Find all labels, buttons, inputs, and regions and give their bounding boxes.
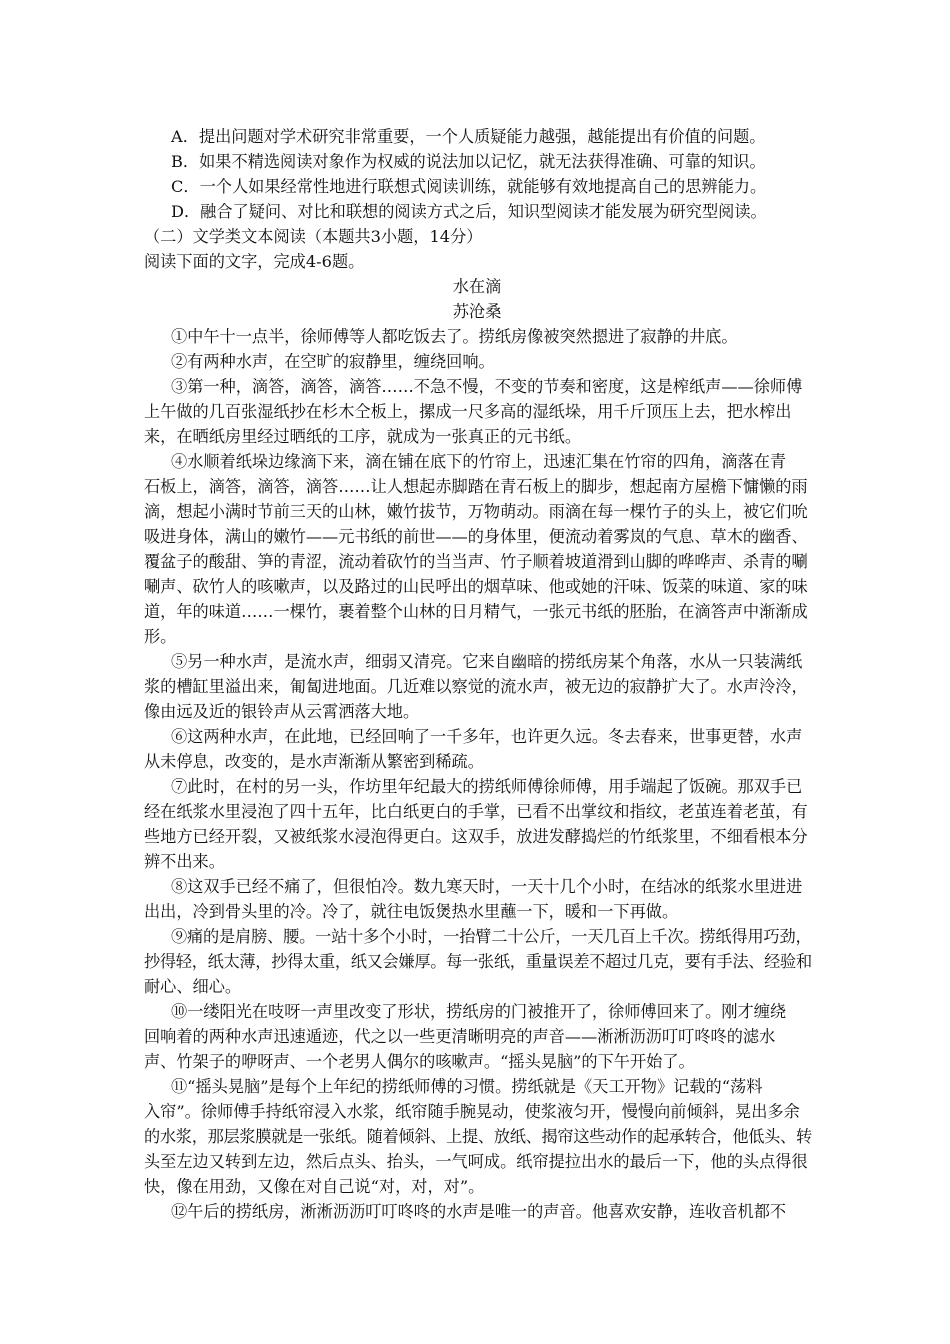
paragraph-line: ①中午十一点半，徐师傅等人都吃饭去了。捞纸房像被突然摁进了寂静的井底。 <box>171 327 738 346</box>
paragraph-line: 经在纸浆水里浸泡了四十五年，比白纸更白的手掌，已看不出掌纹和指纹，老茧连着老茧，有 <box>144 802 808 821</box>
instruction: 阅读下面的文字，完成4-6题。 <box>144 252 365 271</box>
section-heading: （二）文学类文本阅读（本题共3小题，14分） <box>144 227 483 246</box>
paragraph-line: ⑧这双手已经不痛了，但很怕冷。数九寒天时，一天十几个小时，在结冰的纸浆水里进进 <box>171 877 803 896</box>
option-c: C．一个人如果经常性地进行联想式阅读训练，就能够有效地提高自己的思辨能力。 <box>171 177 767 196</box>
paragraph-line: 些地方已经开裂，又被纸浆水浸泡得更白。这双手，放进发酵捣烂的竹纸浆里，不细看根本分 <box>144 827 808 846</box>
paragraph-line: 头至左边又转到左边，然后点头、抬头，一气呵成。纸帘提拉出水的最后一下，他的头点得很 <box>144 1152 808 1171</box>
paragraph-line: 滴，想起小满时节前三天的山林，嫩竹拔节，万物萌动。雨滴在每一棵竹子的头上，被它们吮 <box>144 502 808 521</box>
option-b: B．如果不精选阅读对象作为权威的说法加以记忆，就无法获得准确、可靠的知识。 <box>171 152 766 171</box>
paragraph-line: ④水顺着纸垛边缘滴下来，滴在铺在底下的竹帘上，迅速汇集在竹帘的四角，滴落在青 <box>171 452 787 471</box>
article-title: 水在滴 <box>452 277 502 296</box>
paragraph-line: 辨不出来。 <box>144 852 225 871</box>
paragraph-line: 上午做的几百张湿纸抄在杉木仝板上，摞成一尺多高的湿纸垛，用千斤顶压上去，把水榨出 <box>144 402 792 421</box>
paragraph-line: 从未停息，改变的，是水声渐渐从繁密到稀疏。 <box>144 752 484 771</box>
paragraph-line: 快，像在用劲，又像在对自己说“对，对，对”。 <box>144 1177 485 1196</box>
paragraph-line: 耐心、细心。 <box>144 977 242 996</box>
paragraph-line: ⑩一缕阳光在吱呀一声里改变了形状，捞纸房的门被推开了，徐师傅回来了。刚才缠绕 <box>171 1002 787 1021</box>
paragraph-line: 石板上，滴答，滴答，滴答……让人想起赤脚踏在青石板上的脚步，想起南方屋檐下慵懒的雨 <box>144 477 808 496</box>
paragraph-line: 入帘”。徐师傅手持纸帘浸入水浆，纸帘随手腕晃动，使浆液匀开，慢慢向前倾斜，晃出多余 <box>144 1102 800 1121</box>
paragraph-line: ⑫午后的捞纸房，淅淅沥沥叮叮咚咚的水声是唯一的声音。他喜欢安静，连收音机都不 <box>171 1202 787 1221</box>
paragraph-line: 出出，冷到骨头里的冷。冷了，就往电饭煲热水里蘸一下，暖和一下再做。 <box>144 902 679 921</box>
paragraph-line: 抄得轻，纸太薄，抄得太重，纸又会嫌厚。每一张纸，重量误差不超过几克，要有手法、经验和 <box>144 952 812 971</box>
paragraph-line: ⑪“摇头晃脑”是每个上年纪的捞纸师傅的习惯。捞纸就是《天工开物》记载的“荡料 <box>171 1077 763 1096</box>
article-author: 苏沧桑 <box>452 302 502 321</box>
option-d: D．融合了疑问、对比和联想的阅读方式之后，知识型阅读才能发展为研究型阅读。 <box>171 202 767 221</box>
paragraph-line: ⑨痛的是肩膀、腰。一站十多个小时，一抬臂二十公斤，一天几百上千次。捞纸得用巧劲， <box>171 927 812 946</box>
paragraph-line: ③第一种，滴答，滴答，滴答……不急不慢，不变的节奏和密度，这是榨纸声——徐师傅 <box>171 377 803 396</box>
paragraph-line: ⑤另一种水声，是流水声，细弱又清亮。它来自幽暗的捞纸房某个角落，水从一只装满纸 <box>171 652 803 671</box>
paragraph-line: 吸进身体，满山的嫩竹——元书纸的前世——的身体里，便流动着雾岚的气息、草木的幽香、 <box>144 527 808 546</box>
paragraph-line: ⑦此时，在村的另一头，作坊里年纪最大的捞纸师傅徐师傅，用手端起了饭碗。那双手已 <box>171 777 803 796</box>
paragraph-line: 声、竹架子的咿呀声、一个老男人偶尔的咳嗽声。“摇头晃脑”的下午开始了。 <box>144 1052 695 1071</box>
paragraph-line: 形。 <box>144 627 177 646</box>
paragraph-line: 道，年的味道……一棵竹，裹着整个山林的日月精气，一张元书纸的胚胎，在滴答声中渐渐成 <box>144 602 808 621</box>
paragraph-line: 浆的槽缸里溢出来，匍匐进地面。几近难以察觉的流水声，被无边的寂静扩大了。水声泠泠， <box>144 677 808 696</box>
paragraph-line: 的水浆，那层浆膜就是一张纸。随着倾斜、上提、放纸、揭帘这些动作的起承转合，他低头、转 <box>144 1127 812 1146</box>
paragraph-line: ②有两种水声，在空旷的寂静里，缠绕回响。 <box>171 352 495 371</box>
paragraph-line: 覆盆子的酸甜、笋的青涩，流动着砍竹的当当声、竹子顺着坡道滑到山脚的哗哗声、杀青的唰 <box>144 552 808 571</box>
paragraph-line: 来，在晒纸房里经过晒纸的工序，就成为一张真正的元书纸。 <box>144 427 582 446</box>
paragraph-line: 回响着的两种水声迅速遁迹，代之以一些更清晰明亮的声音——淅淅沥沥叮叮咚咚的滤水 <box>144 1027 776 1046</box>
paragraph-line: ⑥这两种水声，在此地，已经回响了一千多年，也许更久远。冬去春来，世事更替，水声 <box>171 727 803 746</box>
option-a: A．提出问题对学术研究非常重要，一个人质疑能力越强，越能提出有价值的问题。 <box>171 127 766 146</box>
paragraph-line: 像由远及近的银铃声从云霄洒落大地。 <box>144 702 420 721</box>
paragraph-line: 唰声、砍竹人的咳嗽声，以及路过的山民呼出的烟草味、他或她的汗味、饭菜的味道、家的味 <box>144 577 808 596</box>
